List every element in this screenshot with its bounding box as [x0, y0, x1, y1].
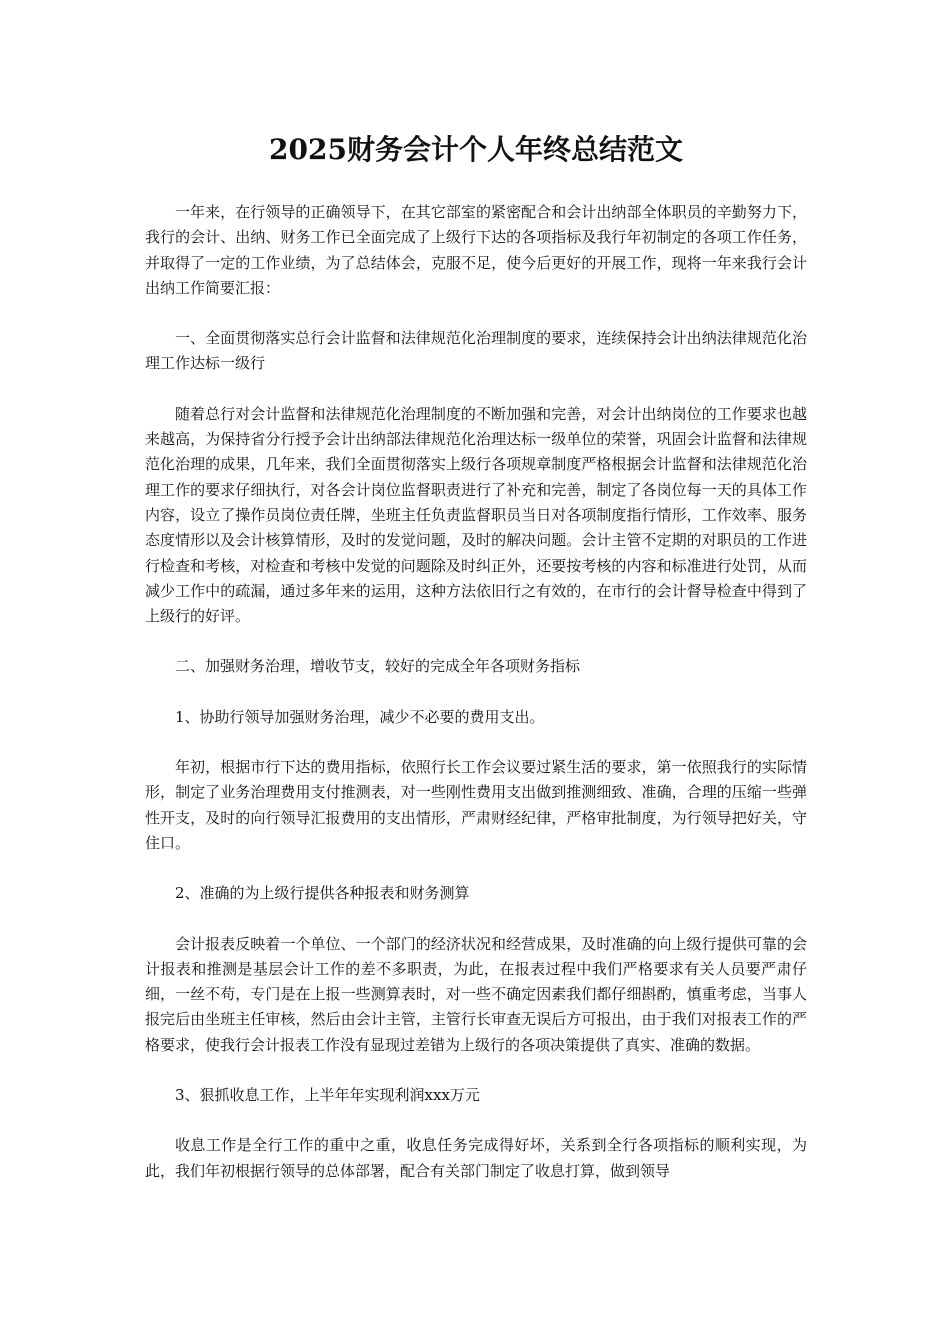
paragraph-2-3: 收息工作是全行工作的重中之重，收息任务完成得好坏，关系到全行各项指标的顺利实现，为此，我们年初根据行领导的总体部署，配合有关部门制定了收息打算，做到领导 — [145, 1136, 807, 1180]
document-title: 2025财务会计个人年终总结范文 — [269, 133, 683, 166]
paragraph-section-1: 随着总行对会计监督和法律规范化治理制度的不断加强和完善，对会计出纳岗位的工作要求也越来越高，为保持省分行授予会计出纳部法律规范化治理达标一级单位的荣誉，巩固会计监督和法律规范化治理的成果，几年来，我们全面贯彻落实上级行各项规章制度严格根据会计监督和法律规范化治理工作的要求仔细执行，对各会计岗位监督职责进行了补充和完善，制定了各岗位每一天的具体工作内容，设立了操作员岗位责任牌，坐班主任负责监督职员当日对各项制度指行情形，工作效率、服务态度情形以及会计核算情形，及时的发觉问题，及时的解决问题。会计主管不定期的对职员的工作进行检查和考核，对检查和考核中发觉的问题除及时纠正外，还要按考核的内容和标准进行处罚，从而减少工作中的疏漏，通过多年来的运用，这种方法依旧行之有效的，在市行的会计督导检查中得到了上级行的好评。 — [145, 404, 807, 626]
section-heading-2: 二、加强财务治理，增收节支，较好的完成全年各项财务指标 — [175, 657, 581, 676]
subheading-2-2: 2、准确的为上级行提供各种报表和财务测算 — [175, 884, 470, 903]
subheading-2-1: 1、协助行领导加强财务治理，减少不必要的费用支出。 — [175, 707, 545, 726]
paragraph-2-2: 会计报表反映着一个单位、一个部门的经济状况和经营成果，及时准确的向上级行提供可靠的会计报表和推测是基层会计工作的差不多职责，为此，在报表过程中我们严格要求有关人员要严肃仔细，一丝不苟，专门是在上报一些测算表时，对一些不确定因素我们都仔细斟酌，慎重考虑，当事人报完后由坐班主任审核，然后由会计主管，主管行长审查无误后方可报出，由于我们对报表工作的严格要求，使我行会计报表工作没有显现过差错为上级行的各项决策提供了真实、准确的数据。 — [145, 934, 807, 1054]
paragraph-intro: 一年来，在行领导的正确领导下，在其它部室的紧密配合和会计出纳部全体职员的辛勤努力下，我行的会计、出纳、财务工作已全面完成了上级行下达的各项指标及我行年初制定的各项工作任务，并取得了一定的工作业绩，为了总结体会，克服不足，使今后更好的开展工作，现将一年来我行会计出纳工作简要汇报： — [145, 203, 807, 297]
document-page — [145, 128, 807, 1209]
section-heading-1: 一、全面贯彻落实总行会计监督和法律规范化治理制度的要求，连续保持会计出纳法律规范化治理工作达标一级行 — [145, 329, 807, 373]
paragraph-2-1: 年初，根据市行下达的费用指标，依照行长工作会议要过紧生活的要求，第一依照我行的实际情形，制定了业务治理费用支付推测表，对一些刚性费用支出做到推测细致、准确，合理的压缩一些弹性开支，及时的向行领导汇报费用的支出情形，严肃财经纪律，严格审批制度，为行领导把好关，守住口。 — [145, 758, 807, 852]
subheading-2-3: 3、狠抓收息工作，上半年年实现利润xxx万元 — [175, 1086, 480, 1105]
